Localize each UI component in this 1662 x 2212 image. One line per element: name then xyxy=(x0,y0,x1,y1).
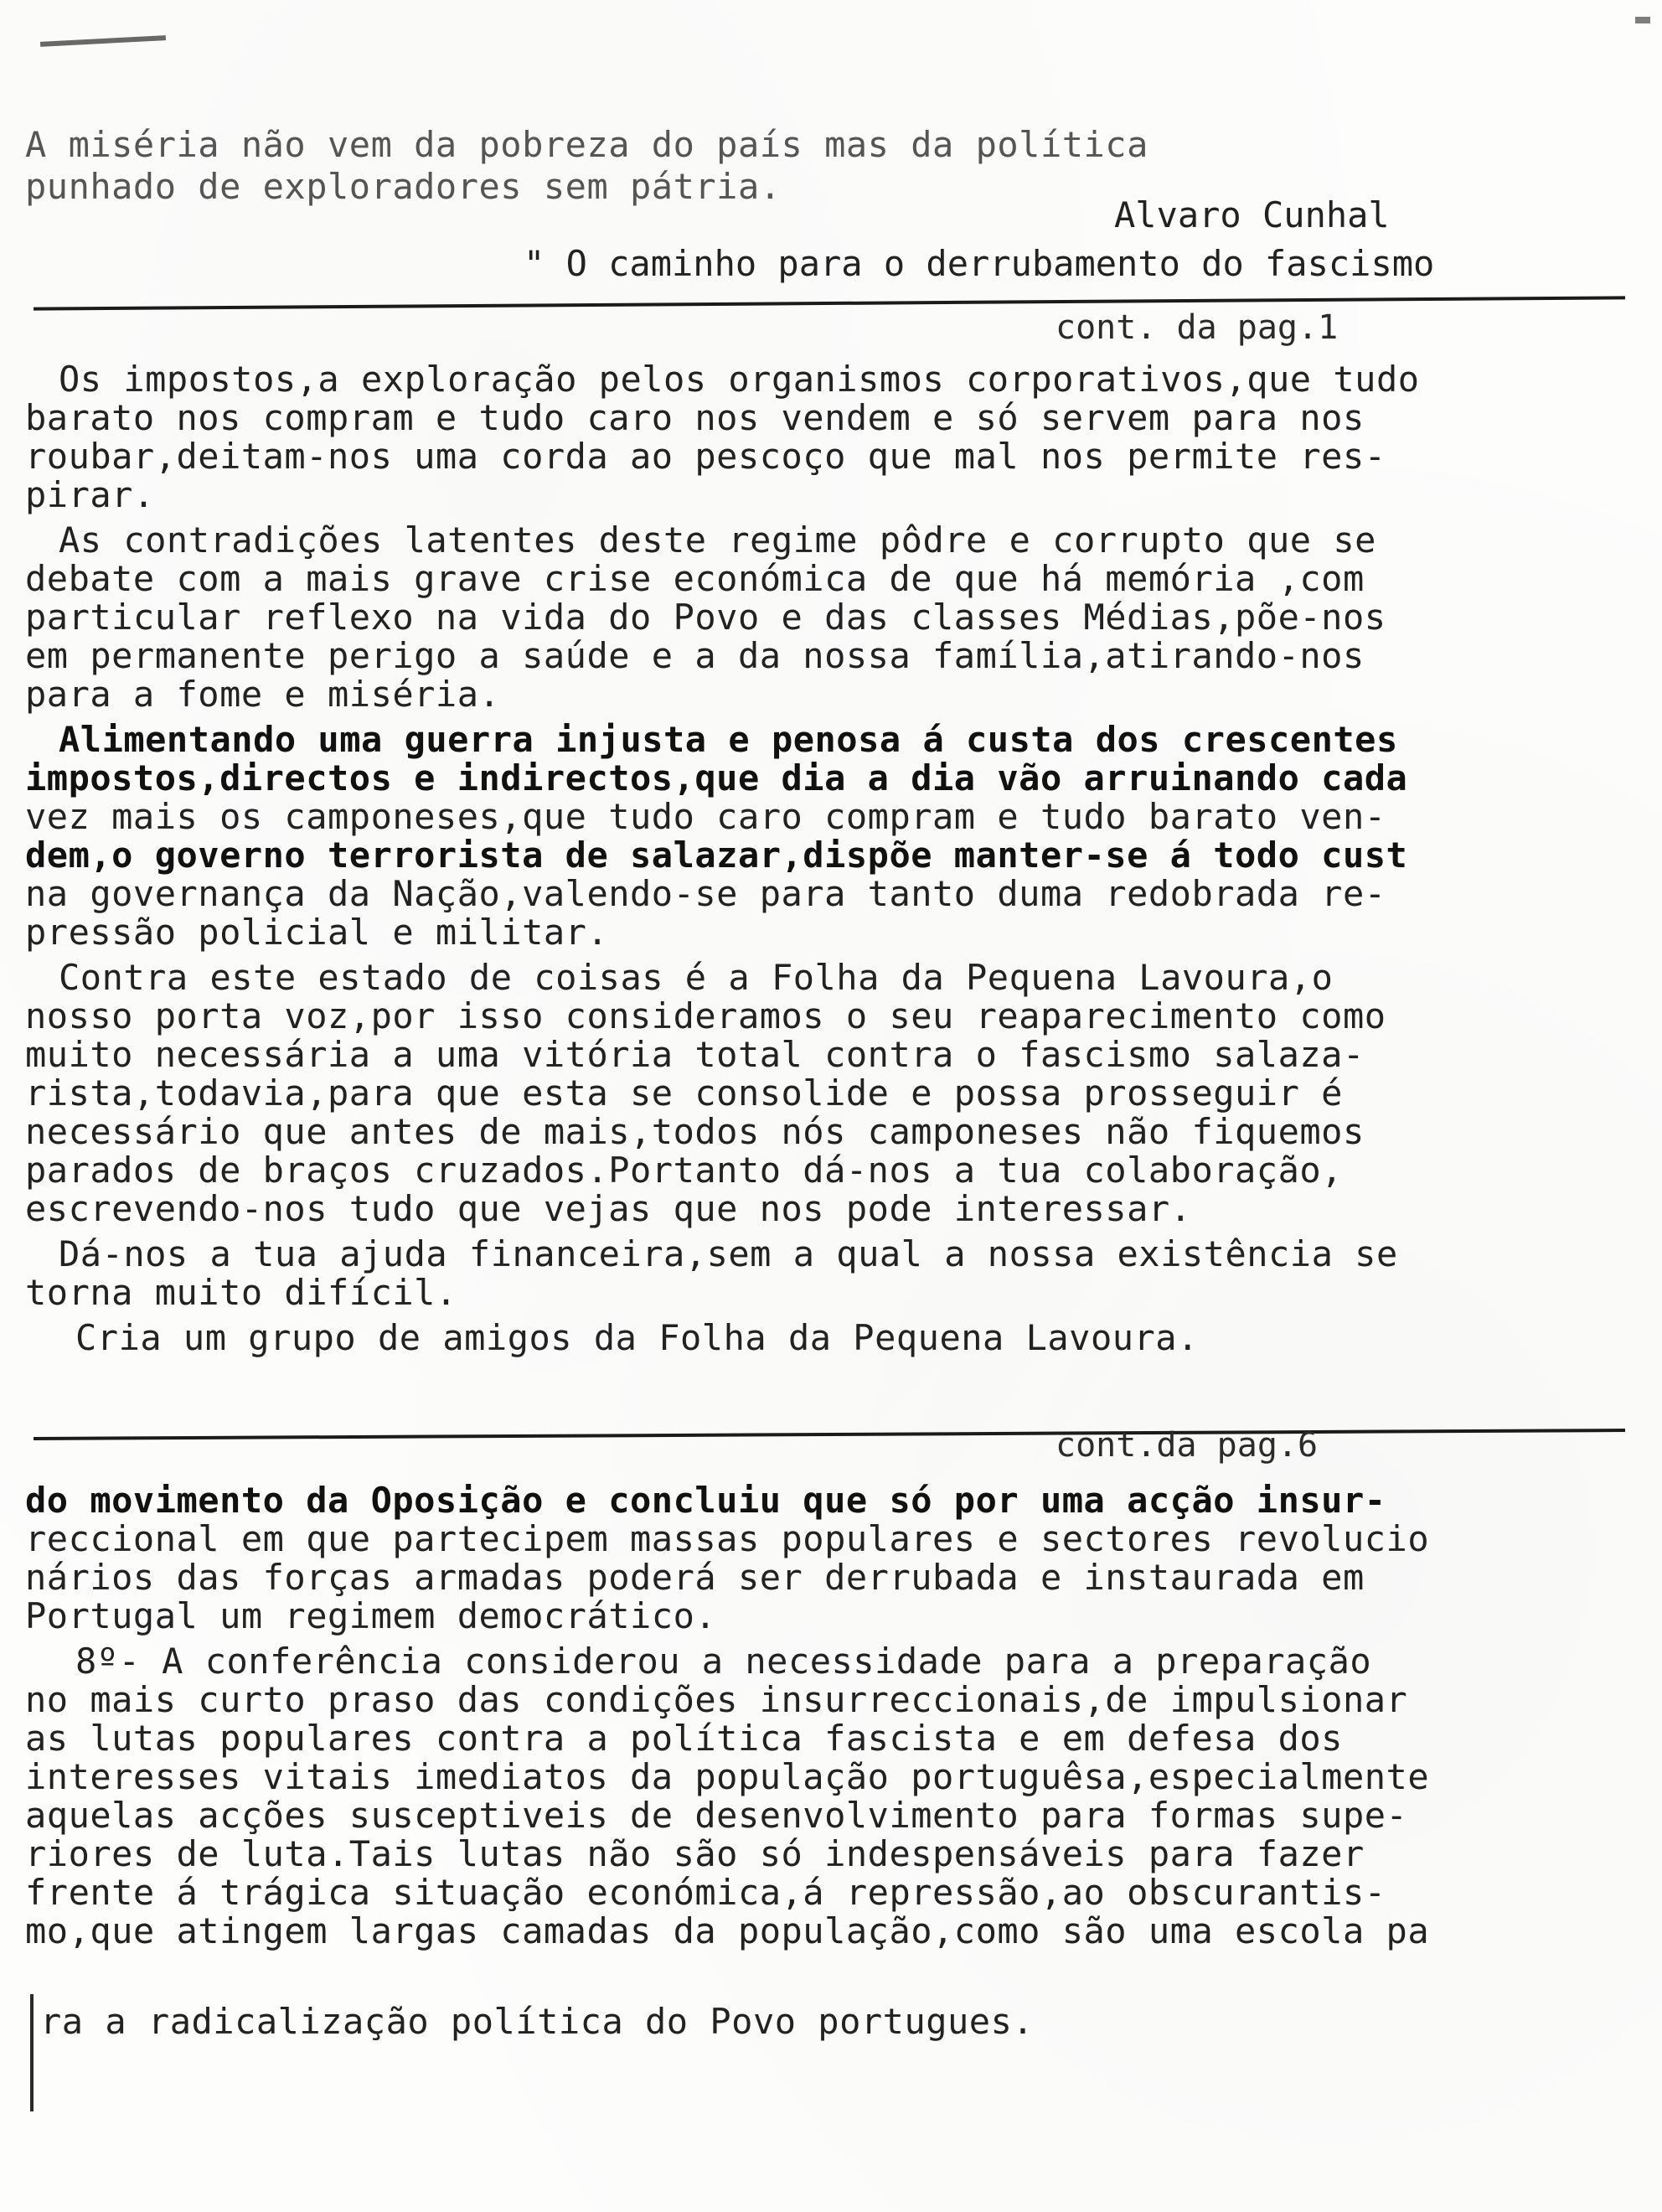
body-line: Cria um grupo de amigos da Folha da Pequena Lavoura. xyxy=(75,1317,1199,1358)
body-line: reccional em que partecipem massas populares e sectores revolucio xyxy=(25,1518,1430,1559)
margin-line xyxy=(30,1994,34,2111)
body-line: 8º- A conferência considerou a necessidade para a preparação xyxy=(75,1641,1372,1682)
body-line: do movimento da Oposição e concluiu que só por uma acção insur- xyxy=(25,1480,1386,1521)
body-line: muito necessária a uma vitória total contra o fascismo salaza- xyxy=(25,1034,1365,1075)
body-line: pressão policial e militar. xyxy=(25,912,609,953)
body-line: mo,que atingem largas camadas da população,como são uma escola pa xyxy=(25,1910,1430,1951)
body-line: para a fome e miséria. xyxy=(25,674,501,715)
body-line: vez mais os camponeses,que tudo caro compram e tudo barato ven- xyxy=(25,796,1386,837)
body-line: escrevendo-nos tudo que vejas que nos pode interessar. xyxy=(25,1188,1192,1229)
body-line: Os impostos,a exploração pelos organismos corporativos,que tudo xyxy=(59,359,1420,400)
body-line: Portugal um regimem democrático. xyxy=(25,1595,717,1636)
body-line: parados de braços cruzados.Portanto dá-nos a tua colaboração, xyxy=(25,1150,1343,1191)
body-line: riores de luta.Tais lutas não são só indespensáveis para fazer xyxy=(25,1833,1365,1874)
quote-source: " O caminho para o derrubamento do fascismo xyxy=(524,243,1435,284)
ink-speck xyxy=(1635,17,1650,23)
body-line: rista,todavia,para que esta se consolide e possa prosseguir é xyxy=(25,1072,1343,1114)
body-line: impostos,directos e indirectos,que dia a dia vão arruinando cada xyxy=(25,757,1408,798)
body-line: As contradições latentes deste regime pôdre e corrupto que se xyxy=(59,519,1376,561)
body-line: na governança da Nação,valendo-se para tanto duma redobrada re- xyxy=(25,873,1386,914)
body-line: nários das forças armadas poderá ser derrubada e instaurada em xyxy=(25,1557,1365,1598)
body-line: torna muito difícil. xyxy=(25,1272,457,1313)
body-line: Contra este estado de coisas é a Folha da Pequena Lavoura,o xyxy=(59,957,1334,998)
quote-author: Alvaro Cunhal xyxy=(1114,194,1390,235)
body-line: debate com a mais grave crise económica de que há memória ,com xyxy=(25,558,1365,599)
body-line: as lutas populares contra a política fascista e em defesa dos xyxy=(25,1718,1343,1759)
body-line: no mais curto praso das condições insurreccionais,de impulsionar xyxy=(25,1679,1408,1720)
body-line: frente á trágica situação económica,á repressão,ao obscurantis- xyxy=(25,1872,1386,1913)
continuation-note: cont. da pag.1 xyxy=(1056,308,1339,347)
body-line: pirar. xyxy=(25,474,155,515)
body-line: interesses vitais imediatos da população portuguêsa,especialmente xyxy=(25,1756,1430,1797)
body-line: barato nos compram e tudo caro nos vendem e só servem para nos xyxy=(25,397,1365,438)
body-line: ra a radicalização política do Povo portugues. xyxy=(40,2001,1035,2042)
body-line: necessário que antes de mais,todos nós camponeses não fiquemos xyxy=(25,1111,1365,1152)
body-line: dem,o governo terrorista de salazar,dispõe manter-se á todo cust xyxy=(25,835,1408,876)
body-line: roubar,deitam-nos uma corda ao pescoço que mal nos permite res- xyxy=(25,436,1386,477)
ink-smudge xyxy=(40,35,166,47)
section-divider xyxy=(34,1429,1625,1440)
quote-line: punhado de exploradores sem pátria. xyxy=(25,166,782,207)
body-line: Alimentando uma guerra injusta e penosa á custa dos crescentes xyxy=(59,719,1398,760)
body-line: Dá-nos a tua ajuda financeira,sem a qual a nossa existência se xyxy=(59,1233,1398,1274)
body-line: em permanente perigo a saúde e a da nossa família,atirando-nos xyxy=(25,635,1365,676)
body-line: nosso porta voz,por isso consideramos o seu reaparecimento como xyxy=(25,995,1386,1036)
quote-line: A miséria não vem da pobreza do país mas da política xyxy=(25,124,1148,165)
section-divider xyxy=(34,296,1625,310)
body-line: particular reflexo na vida do Povo e das classes Médias,põe-nos xyxy=(25,597,1386,638)
body-line: aquelas acções susceptiveis de desenvolvimento para formas supe- xyxy=(25,1795,1408,1836)
continuation-note: cont.da pag.6 xyxy=(1056,1426,1319,1465)
